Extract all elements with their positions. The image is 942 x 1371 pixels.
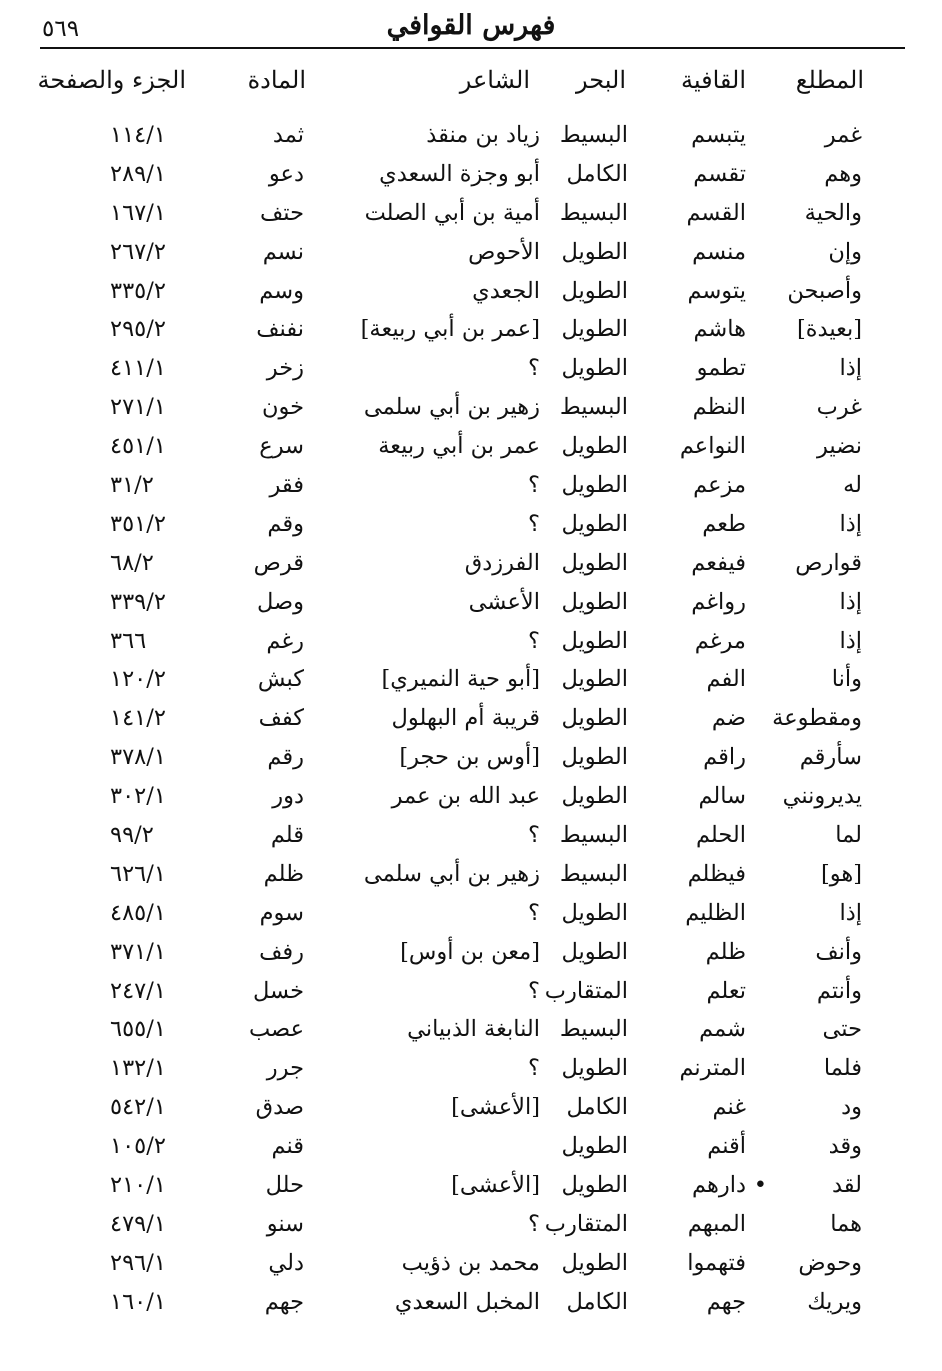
- ref-cell: ٣٧٨/١: [110, 744, 166, 771]
- table-row: [0, 200, 942, 239]
- table-row: [0, 589, 942, 628]
- qafiya-cell: غنم: [712, 1094, 746, 1121]
- ref-cell: ٢٨٩/١: [110, 160, 166, 187]
- ref-cell: ٦٢٦/١: [110, 860, 166, 887]
- madda-cell: نسم: [262, 238, 304, 265]
- ref-cell: ١٣٢/١: [110, 1055, 166, 1082]
- qafiya-cell: الحلم: [695, 822, 746, 849]
- ref-cell: ٥٤٢/١: [110, 1094, 166, 1121]
- ref-cell: ١٤١/٢: [110, 705, 166, 732]
- shaer-cell: [عمر بن أبي ربيعة]: [360, 316, 540, 343]
- table-row: [0, 822, 942, 861]
- shaer-cell: [الأعشى]: [451, 1094, 540, 1121]
- table-row: [0, 394, 942, 433]
- matla-cell: إذا: [839, 355, 862, 382]
- header-madda: المادة: [247, 66, 306, 94]
- qafiya-cell: الفم: [706, 666, 746, 693]
- ref-cell: ٣٥١/٢: [110, 510, 166, 537]
- bahr-cell: الطويل: [561, 433, 628, 460]
- qafiya-cell: ضم: [711, 705, 746, 732]
- table-row: [0, 316, 942, 355]
- shaer-cell: ؟: [528, 1055, 540, 1082]
- matla-cell: له: [843, 472, 862, 499]
- table-row: [0, 1289, 942, 1328]
- table-row: [0, 1172, 942, 1211]
- table-row: [0, 1016, 942, 1055]
- bahr-cell: الكامل: [566, 1094, 628, 1121]
- qafiya-cell: الظليم: [685, 899, 746, 926]
- qafiya-cell: يتبسم: [691, 122, 746, 148]
- ref-cell: ٢٤٧/١: [110, 977, 166, 1004]
- madda-cell: دور: [272, 783, 304, 810]
- bahr-cell: البسيط: [559, 199, 628, 226]
- matla-cell: يديرونني: [782, 783, 862, 810]
- bahr-cell: الطويل: [561, 277, 628, 304]
- matla-cell: والحية: [804, 199, 862, 226]
- madda-cell: عصب: [248, 1016, 304, 1043]
- table-row: [0, 1250, 942, 1289]
- table-row: [0, 939, 942, 978]
- bahr-cell: الطويل: [561, 627, 628, 654]
- ref-cell: ٤٧٩/١: [110, 1210, 166, 1237]
- matla-cell: وأنا: [831, 666, 862, 693]
- matla-cell: سأرقم: [799, 744, 862, 771]
- qafiya-cell: فيفعم: [691, 549, 746, 576]
- rhyme-index-table: [0, 122, 942, 1328]
- shaer-cell: زهير بن أبي سلمى: [363, 860, 540, 887]
- qafiya-cell: دارهم: [692, 1172, 746, 1199]
- shaer-cell: الفرزدق: [464, 549, 540, 576]
- madda-cell: كبش: [257, 666, 304, 693]
- shaer-cell: زياد بن منقذ: [426, 122, 540, 148]
- matla-cell: ويريك: [807, 1288, 862, 1315]
- matla-cell: غرب: [816, 394, 862, 421]
- column-headers: [0, 66, 942, 106]
- qafiya-cell: ظلم: [705, 938, 746, 965]
- shaer-cell: عبد الله بن عمر: [391, 783, 540, 810]
- ref-cell: ٢٧١/١: [110, 394, 166, 421]
- bahr-cell: الطويل: [561, 238, 628, 265]
- matla-cell: غمر: [824, 122, 862, 148]
- qafiya-cell: هاشم: [693, 316, 746, 343]
- matla-cell: وأصبحن: [787, 277, 862, 304]
- header-ref: الجزء والصفحة: [37, 66, 186, 94]
- madda-cell: حتف: [260, 199, 304, 226]
- ref-cell: ٤٥١/١: [110, 433, 166, 460]
- shaer-cell: ؟: [528, 510, 540, 537]
- madda-cell: دلي: [268, 1249, 304, 1276]
- bahr-cell: البسيط: [559, 394, 628, 421]
- ref-cell: ٢٩٥/٢: [110, 316, 166, 343]
- madda-cell: زخر: [266, 355, 304, 382]
- qafiya-cell: تعلم: [706, 977, 746, 1004]
- table-row: [0, 433, 942, 472]
- madda-cell: دعو: [268, 160, 304, 187]
- matla-cell: فلما: [823, 1055, 862, 1082]
- matla-cell: إذا: [839, 588, 862, 615]
- header-shaer: الشاعر: [459, 66, 530, 94]
- bahr-cell: الطويل: [561, 316, 628, 343]
- madda-cell: وصل: [256, 588, 304, 615]
- shaer-cell: أمية بن أبي الصلت: [364, 199, 540, 226]
- madda-cell: رفف: [259, 938, 304, 965]
- table-row: [0, 511, 942, 550]
- bahr-cell: البسيط: [559, 860, 628, 887]
- madda-cell: رقم: [267, 744, 304, 771]
- bahr-cell: الطويل: [561, 355, 628, 382]
- ref-cell: ٢٩٦/١: [110, 1249, 166, 1276]
- matla-cell: نضير: [817, 433, 862, 460]
- bahr-cell: الطويل: [561, 705, 628, 732]
- ref-cell: ٢٦٧/٢: [110, 238, 166, 265]
- qafiya-cell: المبهم: [687, 1210, 746, 1237]
- matla-cell: إذا: [839, 899, 862, 926]
- madda-cell: جرر: [266, 1055, 304, 1082]
- madda-cell: سرع: [259, 433, 304, 460]
- bahr-cell: المتقارب: [544, 1210, 628, 1237]
- bahr-cell: الطويل: [561, 472, 628, 499]
- qafiya-cell: مزعم: [693, 472, 746, 499]
- madda-cell: خسل: [252, 977, 304, 1004]
- table-row: [0, 1055, 942, 1094]
- ref-cell: ٣٦٦: [110, 627, 147, 654]
- bahr-cell: الطويل: [561, 666, 628, 693]
- ref-cell: ٣٣٩/٢: [110, 588, 166, 615]
- ref-cell: ١٦٠/١: [110, 1288, 166, 1315]
- bahr-cell: الطويل: [561, 1249, 628, 1276]
- qafiya-cell: يتوسم: [687, 277, 746, 304]
- ref-cell: ٣٠٢/١: [110, 783, 166, 810]
- matla-cell: قوارص: [795, 549, 862, 576]
- matla-cell: وإن: [828, 238, 862, 265]
- table-row: [0, 744, 942, 783]
- qafiya-cell: فتهموا: [687, 1249, 746, 1276]
- bahr-cell: الطويل: [561, 1133, 628, 1160]
- shaer-cell: الجعدي: [472, 277, 540, 304]
- table-row: [0, 1211, 942, 1250]
- header-matla: المطلع: [795, 66, 864, 94]
- shaer-cell: المخبل السعدي: [394, 1288, 540, 1315]
- matla-cell: وقد: [828, 1133, 862, 1160]
- madda-cell: نفنف: [256, 316, 304, 343]
- shaer-cell: زهير بن أبي سلمى: [363, 394, 540, 421]
- madda-cell: رغم: [266, 627, 304, 654]
- madda-cell: وسم: [259, 277, 304, 304]
- shaer-cell: ؟: [528, 472, 540, 499]
- table-row: [0, 161, 942, 200]
- shaer-cell: ؟: [528, 355, 540, 382]
- ref-cell: ٤١١/١: [110, 355, 166, 382]
- bahr-cell: الطويل: [561, 1172, 628, 1199]
- matla-cell: إذا: [839, 510, 862, 537]
- matla-cell: ومقطوعة: [772, 705, 862, 732]
- header-bahr: البحر: [576, 66, 626, 94]
- bahr-cell: الكامل: [566, 1288, 628, 1315]
- table-row: [0, 1133, 942, 1172]
- ref-cell: ٣٧١/١: [110, 938, 166, 965]
- ref-cell: ١١٤/١: [110, 122, 166, 148]
- qafiya-cell: منسم: [692, 238, 746, 265]
- madda-cell: جهم: [264, 1288, 304, 1315]
- matla-cell: وحوض: [798, 1249, 862, 1276]
- shaer-cell: ؟: [528, 1210, 540, 1237]
- matla-cell: وهم: [824, 160, 862, 187]
- matla-cell: لقد: [831, 1172, 862, 1199]
- shaer-cell: [أبو حية النميري]: [381, 666, 540, 693]
- table-row: [0, 355, 942, 394]
- shaer-cell: محمد بن ذؤيب: [401, 1249, 540, 1276]
- madda-cell: سنو: [266, 1210, 304, 1237]
- matla-cell: [هو]: [820, 860, 862, 887]
- madda-cell: قلم: [270, 822, 304, 849]
- madda-cell: قرص: [253, 549, 304, 576]
- ref-cell: ١٦٧/١: [110, 199, 166, 226]
- page-number: ٥٦٩: [42, 16, 80, 42]
- shaer-cell: الأعشى: [468, 588, 540, 615]
- qafiya-cell: طعم: [702, 510, 746, 537]
- qafiya-cell: تقسم: [693, 160, 746, 187]
- bahr-cell: الطويل: [561, 549, 628, 576]
- ref-cell: ٣٣٥/٢: [110, 277, 166, 304]
- ref-cell: ٣١/٢: [110, 472, 154, 499]
- matla-cell: [بعيدة]: [796, 316, 862, 343]
- matla-cell: وأنف: [815, 938, 862, 965]
- qafiya-cell: القسم: [686, 199, 746, 226]
- shaer-cell: الأحوص: [468, 238, 540, 265]
- shaer-cell: أبو وجزة السعدي: [379, 160, 540, 187]
- bahr-cell: البسيط: [559, 822, 628, 849]
- ref-cell: ٦٨/٢: [110, 549, 154, 576]
- shaer-cell: النابغة الذبياني: [407, 1016, 540, 1043]
- madda-cell: قنم: [271, 1133, 304, 1160]
- bahr-cell: البسيط: [559, 122, 628, 148]
- table-row: [0, 239, 942, 278]
- ref-cell: ١٠٥/٢: [110, 1133, 166, 1160]
- ref-cell: ٢١٠/١: [110, 1172, 166, 1199]
- qafiya-cell: راقم: [703, 744, 746, 771]
- madda-cell: سوم: [259, 899, 304, 926]
- bahr-cell: الطويل: [561, 899, 628, 926]
- matla-cell: هما: [830, 1210, 862, 1237]
- bullet-mark: •: [753, 1172, 767, 1199]
- bahr-cell: البسيط: [559, 1016, 628, 1043]
- madda-cell: وقم: [267, 510, 304, 537]
- ref-cell: ٤٨٥/١: [110, 899, 166, 926]
- header-rule: [40, 47, 905, 49]
- ref-cell: ٦٥٥/١: [110, 1016, 166, 1043]
- madda-cell: فقر: [269, 472, 304, 499]
- table-row: [0, 472, 942, 511]
- bahr-cell: المتقارب: [544, 977, 628, 1004]
- table-row: [0, 628, 942, 667]
- qafiya-cell: رواغم: [691, 588, 746, 615]
- table-row: [0, 666, 942, 705]
- qafiya-cell: المترنم: [679, 1055, 746, 1082]
- table-row: [0, 783, 942, 822]
- shaer-cell: ؟: [528, 977, 540, 1004]
- shaer-cell: ؟: [528, 627, 540, 654]
- madda-cell: ثمد: [272, 122, 304, 148]
- madda-cell: حلل: [265, 1172, 304, 1199]
- madda-cell: ظلم: [263, 860, 304, 887]
- matla-cell: حتى: [822, 1016, 862, 1043]
- shaer-cell: ؟: [528, 899, 540, 926]
- table-row: [0, 861, 942, 900]
- bahr-cell: الطويل: [561, 510, 628, 537]
- table-row: [0, 900, 942, 939]
- table-row: [0, 278, 942, 317]
- table-row: [0, 705, 942, 744]
- qafiya-cell: أقنم: [707, 1133, 746, 1160]
- shaer-cell: عمر بن أبي ربيعة: [378, 433, 540, 460]
- qafiya-cell: مرغم: [694, 627, 746, 654]
- shaer-cell: قريبة أم البهلول: [391, 705, 540, 732]
- ref-cell: ٩٩/٢: [110, 822, 154, 849]
- qafiya-cell: تطمو: [696, 355, 746, 382]
- bahr-cell: الطويل: [561, 1055, 628, 1082]
- madda-cell: كفف: [258, 705, 304, 732]
- shaer-cell: [معن بن أوس]: [400, 938, 540, 965]
- qafiya-cell: فيظلم: [687, 860, 746, 887]
- running-title: فهرس القوافي: [386, 10, 556, 41]
- qafiya-cell: سالم: [698, 783, 746, 810]
- matla-cell: إذا: [839, 627, 862, 654]
- table-row: [0, 978, 942, 1017]
- qafiya-cell: النواعم: [679, 433, 746, 460]
- bahr-cell: الطويل: [561, 938, 628, 965]
- bahr-cell: الطويل: [561, 588, 628, 615]
- bahr-cell: الطويل: [561, 744, 628, 771]
- madda-cell: صدق: [255, 1094, 304, 1121]
- madda-cell: خون: [261, 394, 304, 421]
- qafiya-cell: شمم: [699, 1016, 746, 1043]
- header-qafiya: القافية: [680, 66, 746, 94]
- matla-cell: وأنتم: [816, 977, 862, 1004]
- shaer-cell: [أوس بن حجر]: [399, 744, 540, 771]
- table-row: [0, 1094, 942, 1133]
- ref-cell: ١٢٠/٢: [110, 666, 166, 693]
- qafiya-cell: جهم: [706, 1288, 746, 1315]
- matla-cell: لما: [835, 822, 862, 849]
- table-row: [0, 550, 942, 589]
- table-row: [0, 122, 942, 161]
- shaer-cell: [الأعشى]: [451, 1172, 540, 1199]
- bahr-cell: الكامل: [566, 160, 628, 187]
- shaer-cell: ؟: [528, 822, 540, 849]
- bahr-cell: الطويل: [561, 783, 628, 810]
- matla-cell: ود: [841, 1094, 862, 1121]
- qafiya-cell: النظم: [692, 394, 746, 421]
